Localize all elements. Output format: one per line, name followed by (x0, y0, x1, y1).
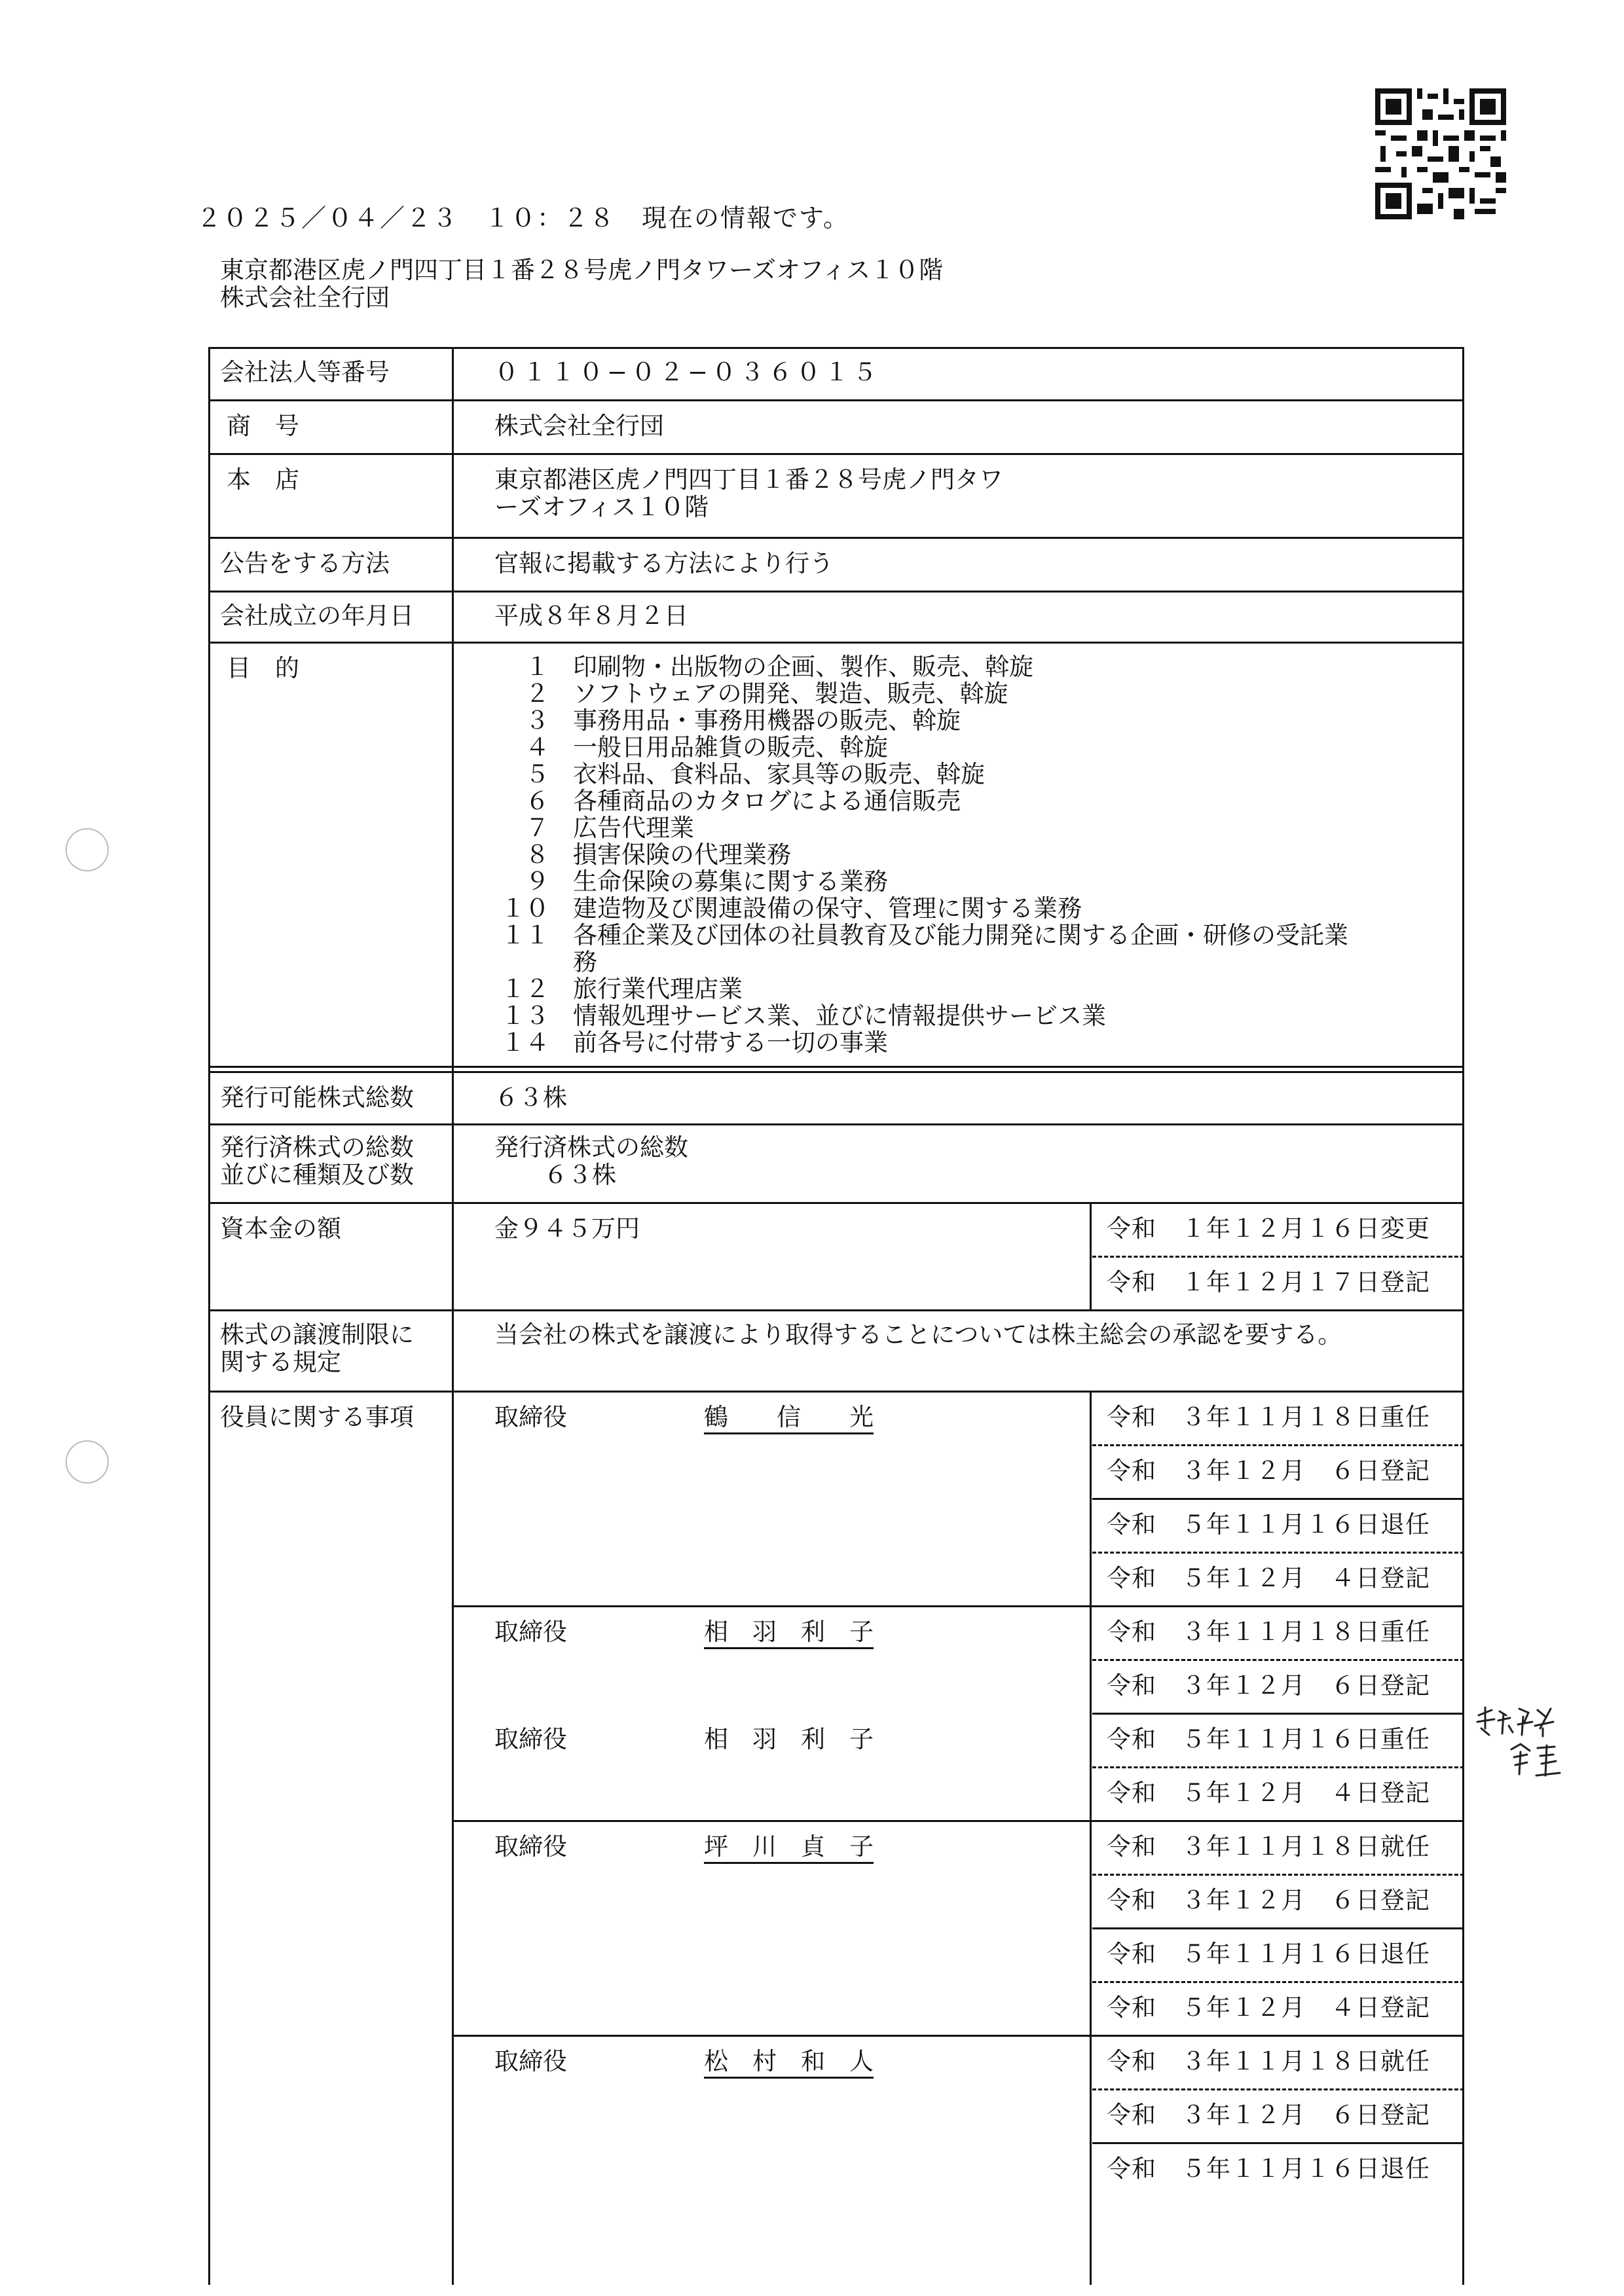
purpose-item-text: 各種企業及び団体の社員教育及び能力開発に関する企画・研修の受託業 (573, 921, 1348, 949)
purpose-item-text: 情報処理サービス業、並びに情報提供サービス業 (573, 1002, 1106, 1030)
purpose-item (494, 1002, 1450, 1029)
officer-date: 令和 ３年１１月１８日重任 (1107, 1403, 1430, 1431)
issued-shares-title: 発行済株式の総数 (494, 1133, 688, 1161)
issued-shares-count: ６３株 (544, 1161, 616, 1189)
purpose-item-number: ４ (525, 733, 549, 761)
purpose-item (494, 1029, 1450, 1056)
timestamp-line: ２０２５／０４／２３ １０：２８ 現在の情報です。 (196, 204, 849, 232)
purpose-item-text: 事務用品・事務用機器の販売、斡旋 (573, 706, 961, 735)
purpose-item-number: １２ (501, 975, 549, 1003)
purpose-item-text: 生命保険の募集に関する業務 (573, 867, 888, 896)
officer-date: 令和 ５年１２月 ４日登記 (1107, 1564, 1430, 1592)
officer-name: 坪 川 貞 子 (704, 1833, 874, 1861)
header-address: 東京都港区虎ノ門四丁目１番２８号虎ノ門タワーズオフィス１０階 (220, 256, 944, 284)
purpose-item-number: １ (525, 653, 549, 681)
purpose-item-number: １３ (501, 1002, 549, 1030)
purpose-item-text: 建造物及び関連設備の保守、管理に関する業務 (573, 894, 1082, 922)
capital-amount: 金９４５万円 (494, 1214, 640, 1243)
purpose-item (494, 841, 1450, 868)
officer-date: 令和 ３年１１月１８日就任 (1107, 1832, 1430, 1861)
officer-role: 取締役 (494, 1832, 567, 1861)
purpose-item-text: 損害保険の代理業務 (573, 841, 791, 869)
officer-date: 令和 ５年１１月１６日重任 (1107, 1725, 1430, 1753)
authorized-shares: ６３株 (494, 1084, 567, 1112)
officer-date: 令和 ５年１１月１６日退任 (1107, 1940, 1430, 1968)
capital-registration-date: 令和 １年１２月１７日登記 (1107, 1268, 1430, 1296)
officer-date: 令和 ３年１２月 ６日登記 (1107, 2101, 1430, 2129)
public-notice: 官報に掲載する方法により行う (494, 549, 834, 577)
purpose-item-number: １４ (501, 1029, 549, 1057)
label-head-office: 本 店 (227, 465, 299, 494)
purpose-item-text: 印刷物・出版物の企画、製作、販売、斡旋 (573, 653, 1033, 681)
label-officers: 役員に関する事項 (220, 1403, 414, 1431)
officer-date: 令和 ５年１２月 ４日登記 (1107, 1994, 1430, 2022)
officer-role: 取締役 (494, 1618, 567, 1646)
officer-date: 令和 ３年１２月 ６日登記 (1107, 1886, 1430, 1914)
officer-name: 相 羽 利 子 (704, 1725, 874, 1753)
purpose-item (494, 734, 1450, 761)
purpose-item (494, 761, 1450, 788)
purpose-item-number: ６ (525, 787, 549, 815)
qr-code (1375, 88, 1506, 219)
purpose-item-number: ９ (525, 867, 549, 896)
purpose-item-number: １１ (501, 921, 549, 949)
purpose-item (494, 788, 1450, 814)
label-trade-name: 商 号 (227, 412, 299, 440)
purpose-item (494, 975, 1450, 1002)
purpose-item (494, 680, 1450, 707)
purpose-item-text: ソフトウェアの開発、製造、販売、斡旋 (573, 680, 1008, 708)
purpose-item-text: 一般日用品雑貨の販売、斡旋 (573, 733, 888, 761)
purpose-item-text: 旅行業代理店業 (573, 975, 743, 1003)
established-date: 平成８年８月２日 (494, 602, 688, 630)
officer-date: 令和 ３年１１月１８日重任 (1107, 1618, 1430, 1646)
head-office-line2: ーズオフィス１０階 (494, 493, 709, 521)
purpose-item-number: ５ (525, 760, 549, 788)
purpose-item (494, 949, 1450, 975)
label-transfer-restriction-1: 株式の譲渡制限に (220, 1321, 414, 1349)
officer-date: 令和 ５年１１月１６日退任 (1107, 2155, 1430, 2183)
purpose-list (494, 653, 1450, 1056)
purpose-item-text: 各種商品のカタログによる通信販売 (573, 787, 961, 815)
officer-date: 令和 ３年１２月 ６日登記 (1107, 1671, 1430, 1700)
label-transfer-restriction-2: 関する規定 (220, 1348, 341, 1376)
label-issued-shares-2: 並びに種類及び数 (220, 1161, 414, 1189)
corp-number: ０１１０−０２−０３６０１５ (494, 358, 881, 386)
purpose-item-text: 衣料品、食料品、家具等の販売、斡旋 (573, 760, 985, 788)
officer-role: 取締役 (494, 1403, 567, 1431)
purpose-item (494, 895, 1450, 922)
purpose-item (494, 707, 1450, 734)
purpose-item-number: ７ (525, 814, 549, 842)
purpose-item (494, 814, 1450, 841)
purpose-item (494, 653, 1450, 680)
capital-change-date: 令和 １年１２月１６日変更 (1107, 1214, 1430, 1243)
punch-hole-mark (65, 828, 109, 871)
officer-name: 相 羽 利 子 (704, 1618, 874, 1646)
header-company: 株式会社全行団 (220, 283, 390, 312)
label-established: 会社成立の年月日 (220, 602, 414, 630)
officer-date: 令和 ３年１１月１８日就任 (1107, 2047, 1430, 2075)
officer-date: 令和 ５年１１月１６日退任 (1107, 1510, 1430, 1539)
purpose-item-number: ８ (525, 841, 549, 869)
officer-date: 令和 ５年１２月 ４日登記 (1107, 1779, 1430, 1807)
purpose-item-text: 前各号に付帯する一切の事業 (573, 1029, 888, 1057)
purpose-item-text: 務 (573, 948, 597, 976)
label-public-notice: 公告をする方法 (220, 549, 390, 577)
purpose-item-number: ２ (525, 680, 549, 708)
trade-name: 株式会社全行団 (494, 412, 664, 440)
officer-name: 松 村 和 人 (704, 2048, 874, 2075)
officer-date: 令和 ３年１２月 ６日登記 (1107, 1457, 1430, 1485)
handwritten-note (1472, 1702, 1590, 1787)
officer-role: 取締役 (494, 1725, 567, 1753)
label-capital: 資本金の額 (220, 1214, 341, 1243)
purpose-item (494, 868, 1450, 895)
officer-name: 鶴 信 光 (704, 1404, 874, 1431)
purpose-item-number: ３ (525, 706, 549, 735)
label-authorized-shares: 発行可能株式総数 (220, 1084, 414, 1112)
punch-hole-mark (65, 1440, 109, 1484)
purpose-item-text: 広告代理業 (573, 814, 694, 842)
transfer-restriction: 当会社の株式を譲渡により取得することについては株主総会の承認を要する。 (494, 1321, 1342, 1349)
officer-role: 取締役 (494, 2047, 567, 2075)
head-office-line1: 東京都港区虎ノ門四丁目１番２８号虎ノ門タワ (494, 465, 1003, 494)
label-purpose: 目 的 (227, 654, 299, 682)
label-issued-shares-1: 発行済株式の総数 (220, 1133, 414, 1161)
purpose-item (494, 922, 1450, 949)
purpose-item-number: １０ (501, 894, 549, 922)
label-corp-number: 会社法人等番号 (220, 358, 390, 386)
